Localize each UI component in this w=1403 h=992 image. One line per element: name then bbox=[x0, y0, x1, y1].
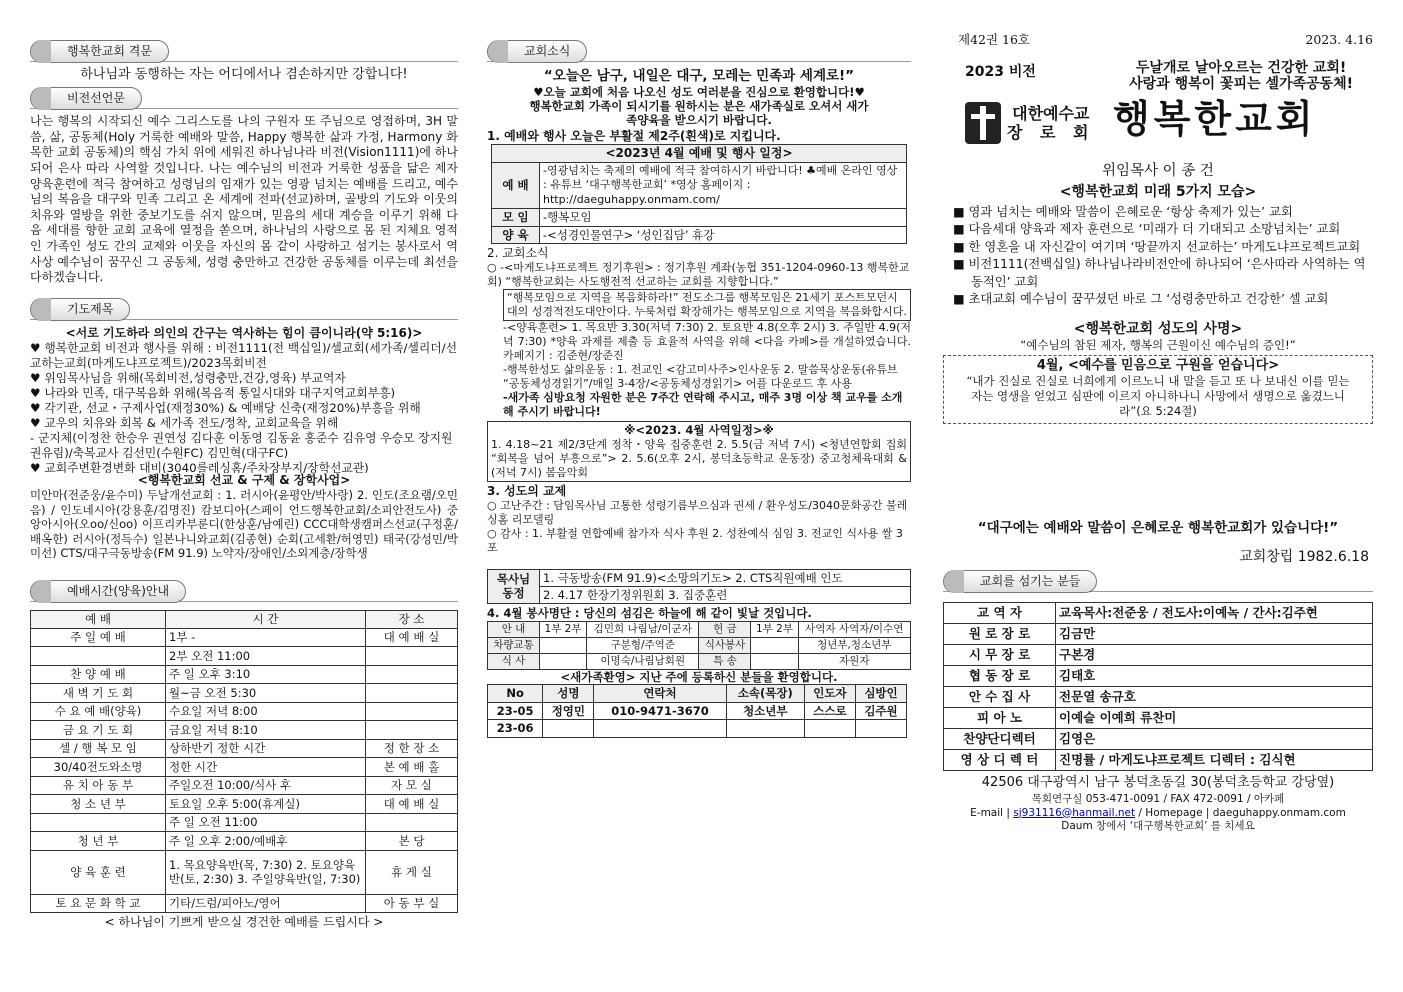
schedule-cell: 자 모 실 bbox=[366, 776, 458, 795]
newcomer-cell: 23-05 bbox=[488, 702, 543, 719]
motto-text: 하나님과 동행하는 자는 어디에서나 겸손하지만 강합니다! bbox=[80, 67, 408, 82]
prayer-item: ♥ 나라와 민족, 대구복음화 위해(복음적 통일시대와 대구지역교회부흥) bbox=[30, 386, 396, 401]
newcomer-cell bbox=[594, 720, 726, 737]
prayer-title: <서로 기도하라 의인의 간구는 역사하는 힘이 큼이니라(약 5:16)> bbox=[65, 326, 423, 341]
newcomer-cell: 23-06 bbox=[488, 720, 543, 737]
prayer-item: ♥ 위임목사님을 위해(목회비전,성령충만,건강,영육) 부교역자 bbox=[30, 371, 346, 386]
fellowship-item: ○ 고난주간 : 담임목사님 고통한 성령기름부으심과 권세 / 환우성도/3040문화공간 불레싱홈 리모델링 bbox=[487, 498, 908, 526]
newcomer-cell: 정영민 bbox=[543, 702, 594, 719]
prayer-list bbox=[30, 341, 458, 473]
news-item: -새가족 심방요청 자원한 분은 7주간 연락해 주시고, 매주 3명 이상 책 교우를 소개해 주시기 바랍니다! bbox=[503, 391, 903, 419]
pastor-item: 1. 극동방송(FM 91.9)<소망의기도> 2. CTS직원예배 인도 bbox=[540, 569, 911, 586]
staff-role: 영 상 디 렉 터 bbox=[944, 750, 1056, 771]
staff-row bbox=[944, 666, 1373, 687]
slogan-area bbox=[943, 60, 1373, 98]
schedule-cell bbox=[31, 647, 166, 666]
newcomer-row bbox=[488, 720, 907, 737]
mission-subtitle: “예수님의 참된 제자, 행복의 근원이신 예수님의 증인!” bbox=[1020, 338, 1296, 353]
verse-box bbox=[943, 355, 1373, 424]
schedule-cell: 수 요 예 배(양육) bbox=[31, 702, 166, 721]
schedule-row bbox=[31, 665, 458, 684]
mission-text: 미안마(전준웅/윤수미) 두날개선교회 : 1. 러시아(윤평안/박사랑) 2. 인도(조요램/오민음) / 인도네시아(강용훈/김명진) 캄보디아(스페이 언드행복한교회/소피안전도사) 중앙아시아(오oo/신oo) 이프리카부룬디(한상훈/남예린) CCC대학생캠퍼스선교(구정훈/배옥한) 러시아(정득수) 일본나니와교회(김종현) 순회(고세환/허영민) 태국(강성민/박미선) CTS/대구극동방송(FM 91.9) 노약자/장애인/소외계층/장학생 bbox=[30, 488, 458, 561]
verse-title: 4월, <예수를 믿음으로 구원을 얻습니다> bbox=[1036, 357, 1280, 373]
duty-cell: 특 송 bbox=[699, 653, 751, 669]
news-band bbox=[487, 38, 911, 62]
goals-list bbox=[943, 204, 1373, 309]
schedule-row bbox=[31, 850, 458, 894]
edu-text: -<성경인물연구> ‘성인집담’ 휴강 bbox=[540, 226, 907, 243]
staff-names: 구본경 bbox=[1056, 645, 1373, 666]
newcomer-head-cell: 인도자 bbox=[804, 685, 855, 702]
pastor-name: 위임목사 이 종 건 bbox=[1102, 163, 1214, 179]
schedule-cell bbox=[31, 813, 166, 832]
goal-item: ■ 한 영혼을 내 자신같이 여기며 ‘땅끝까지 선교하는’ 마게도냐프로젝트교회 bbox=[953, 239, 1361, 254]
goal-item: ■ 영과 넘치는 예배와 말씀이 은혜로운 ‘항상 축제가 있는’ 교회 bbox=[953, 204, 1293, 219]
daum-note: Daum 창에서 ‘대구행복한교회’ 를 치세요 bbox=[1061, 819, 1255, 832]
newcomer-head-cell: No bbox=[488, 685, 543, 702]
schedule-cell: 1부 - bbox=[166, 628, 366, 647]
staff-role: 찬양단디렉터 bbox=[944, 729, 1056, 750]
verse-text: “내가 진실로 진실로 너희에게 이르노니 내 말을 듣고 또 나 보내신 이를 믿는 자는 영생을 얻었고 심판에 이르지 아니하나니 사망에서 생명으로 옮겼느니라”(요 5:24절) bbox=[966, 373, 1350, 418]
schedule-band bbox=[30, 578, 458, 602]
duty-cell: 청년부,청소년부 bbox=[798, 637, 910, 653]
schedule-cell: 본 예 배 홀 bbox=[366, 758, 458, 777]
staff-role: 안 수 집 사 bbox=[944, 687, 1056, 708]
staff-role: 원 로 장 로 bbox=[944, 624, 1056, 645]
staff-row bbox=[944, 624, 1373, 645]
duty-cell: 1부 2부 bbox=[540, 621, 587, 637]
contact-line: E-mail | sj931116@hanmail.net / Homepage | daeguhappy.onmam.com bbox=[970, 806, 1346, 819]
schedule-cell: 본 당 bbox=[366, 832, 458, 851]
schedule-cell bbox=[366, 702, 458, 721]
vision-text: 나는 행복의 시작되신 예수 그리스도를 나의 구원자 또 주님으로 영접하며, 3H 말씀, 삶, 공동체(Holy 거룩한 예배와 말씀, Happy 행복한 삶과 가정, Harmony 화목한 교회 공동체)의 핵심 가치 위에 세워진 하나님나라 비전(Vision1111)에 하나 되어 은사 따라 사역할 것입니다. 나는 예수님의 비전과 거룩한 성품을 닮은 제자양육훈련에 적극 참여하고 성령님의 임재가 있는 영광 넘치는 예배를 드리고, 예수님의 복음을 대구와 민족 그리고 온 세계에 전파(선교)하며, 골방의 기도와 이웃의 치유와 열방을 위한 중보기도를 쉬지 않으며, 믿음의 세대 계승을 이루기 위해 다음 세대를 향한 교회 교육에 열정을 쏟으며, 하나님의 사랑으로 몸 된 지체요 영적인 가족인 성도 간의 교제와 이웃을 자신의 몸 같이 사랑하고 섬기는 봉사로서 역사상 예수님이 꿈꾸신 그 공동체, 성령 충만하고 건강한 공동체를 이루는데 최선을 다하겠습니다. bbox=[30, 114, 458, 285]
schedule-row bbox=[31, 813, 458, 832]
staff-row bbox=[944, 750, 1373, 771]
newcomer-cell bbox=[543, 720, 594, 737]
goal-item: ■ 다음세대 양육과 제자 훈련으로 ‘미래가 더 기대되고 소망넘치는’ 교회 bbox=[953, 222, 1341, 237]
newcomer-row bbox=[488, 702, 907, 719]
prayer-item: ♥ 각기관, 선교・구제사업(재정30%) & 예배당 신축(재정20%)부흥을 위해 bbox=[30, 401, 421, 416]
right-column bbox=[943, 0, 1373, 833]
duty-cell: 사역자 사역자/이수연 bbox=[798, 621, 910, 637]
pastor-item: 2. 4.17 한장기정위원회 3. 집중훈련 bbox=[540, 586, 911, 603]
staff-row bbox=[944, 729, 1373, 750]
closing-text: < 하나님이 기쁘게 받으실 경건한 예배를 드립시다 > bbox=[104, 915, 384, 930]
staff-row bbox=[944, 687, 1373, 708]
goal-item: ■ 비전1111(전백십일) 하나님나라비전안에 하나되어 ‘은사따라 사역하는 역동적인’ 교회 bbox=[953, 257, 1366, 289]
prayer-item: ♥ 교우의 치유와 회복 & 세가족 전도/정착, 교회교육을 위해 bbox=[30, 416, 339, 431]
newcomer-head-cell: 연락처 bbox=[594, 685, 726, 702]
mission-title: <행복한교회 성도의 사명> bbox=[1073, 320, 1243, 337]
schedule-cell: 청 소 년 부 bbox=[31, 795, 166, 814]
plan-title: ※<2023. 4월 사역일정>※ bbox=[624, 423, 774, 438]
news-item: -행복한성도 삶의운동 : 1. 전교인 <감고미사주>인사운동 2. 말씀묵상운동(유튜브 “공동체성경읽기”/매일 3-4장/<공동체성경읽기> 어플 다운로드 후 사용 bbox=[503, 363, 898, 391]
staff-names: 전문열 송규호 bbox=[1056, 687, 1373, 708]
schedule-cell: 주 일 오후 2:00/예배후 bbox=[166, 832, 366, 851]
schedule-cell: 30/40전도와소명 bbox=[31, 758, 166, 777]
church-logo bbox=[965, 102, 1001, 144]
newcomer-title: <새가족환영> 지난 주에 등록하신 분들을 환영합니다. bbox=[560, 670, 838, 684]
duty-cell: 안 내 bbox=[488, 621, 540, 637]
schedule-cell: 토요일 오후 5:00(휴계실) bbox=[166, 795, 366, 814]
duty-row bbox=[488, 653, 911, 669]
schedule-row bbox=[31, 795, 458, 814]
schedule-cell: 아 동 부 실 bbox=[366, 894, 458, 913]
schedule-cell: 청 년 부 bbox=[31, 832, 166, 851]
schedule-cell: 휴 게 실 bbox=[366, 850, 458, 894]
schedule-head-name: 예 배 bbox=[31, 611, 166, 628]
duty-cell: 차량교통 bbox=[488, 637, 540, 653]
news-label: 교회소식 bbox=[487, 40, 587, 63]
schedule-row bbox=[31, 832, 458, 851]
left-column bbox=[30, 0, 458, 930]
schedule-cell: 유 치 아 동 부 bbox=[31, 776, 166, 795]
motto-band bbox=[30, 38, 458, 62]
schedule-cell: 주 일 오전 11:00 bbox=[166, 813, 366, 832]
schedule-cell bbox=[366, 684, 458, 703]
staff-role: 피 아 노 bbox=[944, 708, 1056, 729]
plan-box bbox=[487, 421, 911, 481]
schedule-head-place: 장 소 bbox=[366, 611, 458, 628]
schedule-cell: 주 일 예 배 bbox=[31, 628, 166, 647]
email-link[interactable]: sj931116@hanmail.net bbox=[1013, 806, 1136, 819]
worship-text: -영광넘치는 축제의 예배에 적극 참여하시기 바랍니다! ♣예배 온라인 영상 : 유튜브 ‘대구행복한교회’ *영상 홈페이지 : http://daeguhappy.onmam.com/ bbox=[540, 162, 907, 209]
bullet-icon: ■ bbox=[953, 222, 969, 237]
schedule-cell: 주일오전 10:00/식사 후 bbox=[166, 776, 366, 795]
church-quote: “대구에는 예배와 말씀이 은혜로운 행복한교회가 있습니다!” bbox=[977, 519, 1339, 536]
vision-band bbox=[30, 85, 458, 109]
schedule-row bbox=[31, 758, 458, 777]
schedule-table bbox=[30, 610, 458, 913]
goal-item: ■ 초대교회 예수님이 꿈꾸셨던 바로 그 ‘성령충만하고 건강한’ 셀 교회 bbox=[953, 292, 1329, 307]
staff-table bbox=[943, 602, 1373, 771]
schedule-row bbox=[31, 628, 458, 647]
plan-text: 1. 4.18~21 제2/3단계 정착・양육 집중훈련 2. 5.5(금 저녁 7시) <청년연합회 집회 “회복을 넘어 부흥으로”> 2. 5.6(오후 2시, 봉덕초등학교 운동장) 중고청체육대회 & (저녁 7시) 봄음악회 bbox=[491, 437, 907, 479]
staff-names: 진명률 / 마게도냐프로젝트 디렉터 : 김식현 bbox=[1056, 750, 1373, 771]
newcomer-cell: 김주원 bbox=[855, 702, 906, 719]
schedule-cell bbox=[366, 813, 458, 832]
denomination: 대한예수교 장 로 회 bbox=[1007, 104, 1095, 142]
schedule-cell: 양 육 훈 련 bbox=[31, 850, 166, 894]
issue-date: 2023. 4.16 bbox=[1305, 32, 1373, 47]
pastor-table bbox=[487, 569, 911, 605]
news-item: “행복모임으로 지역을 복음화하라!” 전도소그룹 행복모임은 21세기 포스트모던시대의 성경적전도대안이다. 누룩처럼 확장해가는 행복모임으로 지역을 복음화합시다. bbox=[503, 289, 911, 321]
staff-role: 시 무 장 로 bbox=[944, 645, 1056, 666]
worship-label: 예 배 bbox=[492, 162, 540, 209]
staff-row bbox=[944, 603, 1373, 624]
phone: 목회연구실 053-471-0091 / FAX 472-0091 / 아카페 bbox=[1031, 793, 1285, 806]
prayer-item: ♥ 행복한교회 비전과 행사를 위해 : 비전1111(전 백십일)/셀교회(세가족/셀리더/선교하는교회(마게도냐프로젝트)/2023목회비전 bbox=[30, 341, 458, 371]
vision-year: 2023 비전 bbox=[965, 64, 1036, 80]
welcome-text: ♥오늘 교회에 처음 나오신 성도 여러분을 진심으로 환영합니다!♥ 행복한교회 가족이 되시기를 원하시는 분은 새가족실로 오셔서 새가족양육을 받으시기 바랍니다. bbox=[529, 84, 869, 127]
edu-label: 양 육 bbox=[492, 226, 540, 243]
headline: “오늘은 남구, 내일은 대구, 모레는 민족과 세계로!” bbox=[543, 68, 855, 84]
duty-cell bbox=[540, 637, 587, 653]
staff-band bbox=[943, 568, 1373, 592]
schedule-cell: 정한 시간 bbox=[166, 758, 366, 777]
duty-cell bbox=[751, 653, 798, 669]
staff-names: 이예슬 이예희 류찬미 bbox=[1056, 708, 1373, 729]
newcomer-cell: 010-9471-3670 bbox=[594, 702, 726, 719]
duty-cell bbox=[751, 637, 798, 653]
schedule-cell: 월~금 오전 5:30 bbox=[166, 684, 366, 703]
prayer-item: - 군지체(이정찬 한승우 권연성 김다훈 이동영 김동윤 홍준수 김유영 우승모 장지원 권유림)/축복교사 김선민(수원FC) 김민혁(대구FC) bbox=[30, 431, 453, 461]
bullet-icon: ■ bbox=[953, 204, 969, 219]
schedule-cell bbox=[366, 665, 458, 684]
staff-row bbox=[944, 708, 1373, 729]
duty-cell: 식사봉사 bbox=[699, 637, 751, 653]
issue-number: 제42권 16호 bbox=[958, 32, 1031, 47]
masthead bbox=[943, 98, 1373, 148]
schedule-cell: 2부 오전 11:00 bbox=[166, 647, 366, 666]
events-title: <2023년 4월 예배 및 행사 일정> bbox=[492, 144, 907, 162]
staff-role: 협 동 장 로 bbox=[944, 666, 1056, 687]
schedule-cell: 대 예 배 실 bbox=[366, 628, 458, 647]
schedule-row bbox=[31, 684, 458, 703]
schedule-cell: 토 요 문 화 학 교 bbox=[31, 894, 166, 913]
schedule-cell: 1. 목요양육반(목, 7:30) 2. 토요양육반(토, 2:30) 3. 주일양육반(일, 7:30) bbox=[166, 850, 366, 894]
schedule-cell: 찬 양 예 배 bbox=[31, 665, 166, 684]
schedule-cell: 정 한 장 소 bbox=[366, 739, 458, 758]
duty-cell: 1부 2부 bbox=[751, 621, 798, 637]
schedule-cell: 새 벽 기 도 회 bbox=[31, 684, 166, 703]
schedule-label: 예배시간(양육)안내 bbox=[30, 580, 186, 603]
schedule-cell: 셀 / 행 복 모 임 bbox=[31, 739, 166, 758]
duty-cell: 구분형/주역준 bbox=[587, 637, 699, 653]
founded-date: 교회창립 1982.6.18 bbox=[1239, 548, 1369, 565]
staff-names: 교육목사:전준웅 / 전도사:이예녹 / 간사:김주현 bbox=[1056, 603, 1373, 624]
duty-table bbox=[487, 621, 911, 670]
schedule-cell: 기타/드럼/피아노/영어 bbox=[166, 894, 366, 913]
mission-title: <행복한교회 선교 & 구제 & 장학사업> bbox=[137, 473, 351, 488]
schedule-cell: 금 요 기 도 회 bbox=[31, 721, 166, 740]
goals-title: <행복한교회 미래 5가지 모습> bbox=[1059, 184, 1257, 201]
duty-cell: 자원자 bbox=[798, 653, 910, 669]
section-2-title: 2. 교회소식 bbox=[487, 246, 549, 261]
newcomer-cell bbox=[855, 720, 906, 737]
newcomer-cell bbox=[726, 720, 804, 737]
schedule-row bbox=[31, 776, 458, 795]
schedule-cell: 상하반기 정한 시간 bbox=[166, 739, 366, 758]
section-3-title: 3. 성도의 교제 bbox=[487, 483, 567, 498]
duty-cell: 식 사 bbox=[488, 653, 540, 669]
schedule-row bbox=[31, 647, 458, 666]
bullet-icon: ■ bbox=[953, 239, 969, 254]
schedule-row bbox=[31, 702, 458, 721]
duty-cell bbox=[540, 653, 587, 669]
schedule-row bbox=[31, 721, 458, 740]
schedule-cell: 대 예 배 실 bbox=[366, 795, 458, 814]
bullet-icon: ■ bbox=[953, 292, 969, 307]
meet-label: 모 임 bbox=[492, 209, 540, 226]
prayer-label: 기도제목 bbox=[30, 298, 130, 321]
news-item: -<양육훈련> 1. 목요반 3.30(저녁 7:30) 2. 토요반 4.8(오후 2시) 3. 주일반 4.9(저녁 7:30) *양육 과제를 제출 등 효율적 사역을 위해 <다음 카페>를 개설하였습니다. 카페지기 : 김준현/장준진 bbox=[503, 321, 911, 363]
section-4-title: 4. 4월 봉사명단 : 당신의 섬김은 하늘에 해 같이 빛날 것입니다. bbox=[487, 606, 812, 621]
bullet-icon: ■ bbox=[953, 257, 969, 272]
staff-role: 교 역 자 bbox=[944, 603, 1056, 624]
events-table bbox=[491, 144, 907, 244]
schedule-cell: 주 일 오후 3:10 bbox=[166, 665, 366, 684]
schedule-cell bbox=[366, 721, 458, 740]
newcomer-table bbox=[487, 684, 907, 737]
slogan: 두날개로 날아오르는 건강한 교회! 사랑과 행복이 꽃피는 셀가족공동체! bbox=[1129, 60, 1353, 92]
duty-row bbox=[488, 637, 911, 653]
church-name: 행복한교회 bbox=[1113, 97, 1317, 141]
schedule-head-time: 시 간 bbox=[166, 611, 366, 628]
staff-names: 김태호 bbox=[1056, 666, 1373, 687]
newcomer-head-cell: 소속(목장) bbox=[726, 685, 804, 702]
newcomer-head-cell: 성명 bbox=[543, 685, 594, 702]
staff-row bbox=[944, 645, 1373, 666]
fellowship-item: ○ 감사 : 1. 부활절 연합예배 참가자 식사 후원 2. 성찬예식 심임 3. 전교인 식사용 쌀 3포 bbox=[487, 526, 903, 554]
schedule-row bbox=[31, 894, 458, 913]
newcomer-cell: 청소년부 bbox=[726, 702, 804, 719]
schedule-cell: 금요일 저녁 8:10 bbox=[166, 721, 366, 740]
middle-column bbox=[487, 0, 911, 738]
schedule-cell bbox=[366, 647, 458, 666]
section-1-title: 1. 예배와 행사 오늘은 부활절 제2주(흰색)로 지킵니다. bbox=[487, 128, 781, 143]
news-item: ○ -<마게도냐프로젝트 정기후원> : 정기후원 계좌(농협 351-1204-0960-13 행복한교회) “행복한교회는 사도행전적 선교하는 교회를 지향합니다.” bbox=[487, 261, 910, 289]
schedule-cell: 수요일 저녁 8:00 bbox=[166, 702, 366, 721]
newcomer-cell bbox=[804, 720, 855, 737]
newcomer-cell: 스스로 bbox=[804, 702, 855, 719]
staff-names: 김영은 bbox=[1056, 729, 1373, 750]
schedule-row bbox=[31, 739, 458, 758]
staff-label: 교회를 섬기는 분들 bbox=[943, 570, 1097, 593]
duty-cell: 이명숙/나림남회원 bbox=[587, 653, 699, 669]
motto-label: 행복한교회 격문 bbox=[30, 40, 169, 63]
staff-names: 김금만 bbox=[1056, 624, 1373, 645]
address: 42506 대구광역시 남구 봉덕초동길 30(봉덕초등학교 강당옆) bbox=[981, 775, 1335, 791]
duty-row bbox=[488, 621, 911, 637]
vision-label: 비전선언문 bbox=[30, 87, 142, 110]
duty-cell: 헌 금 bbox=[699, 621, 751, 637]
newcomer-head-cell: 심방인 bbox=[855, 685, 906, 702]
meet-text: -행복모임 bbox=[540, 209, 907, 226]
prayer-band bbox=[30, 296, 458, 320]
pastor-label: 목사님 동정 bbox=[488, 569, 540, 604]
duty-cell: 김민희 나림남/이군자 bbox=[587, 621, 699, 637]
prayer-item: ♥ 교회주변환경변화 대비(3040를레싱홈/주차장부지/장학선교관) bbox=[30, 461, 369, 474]
